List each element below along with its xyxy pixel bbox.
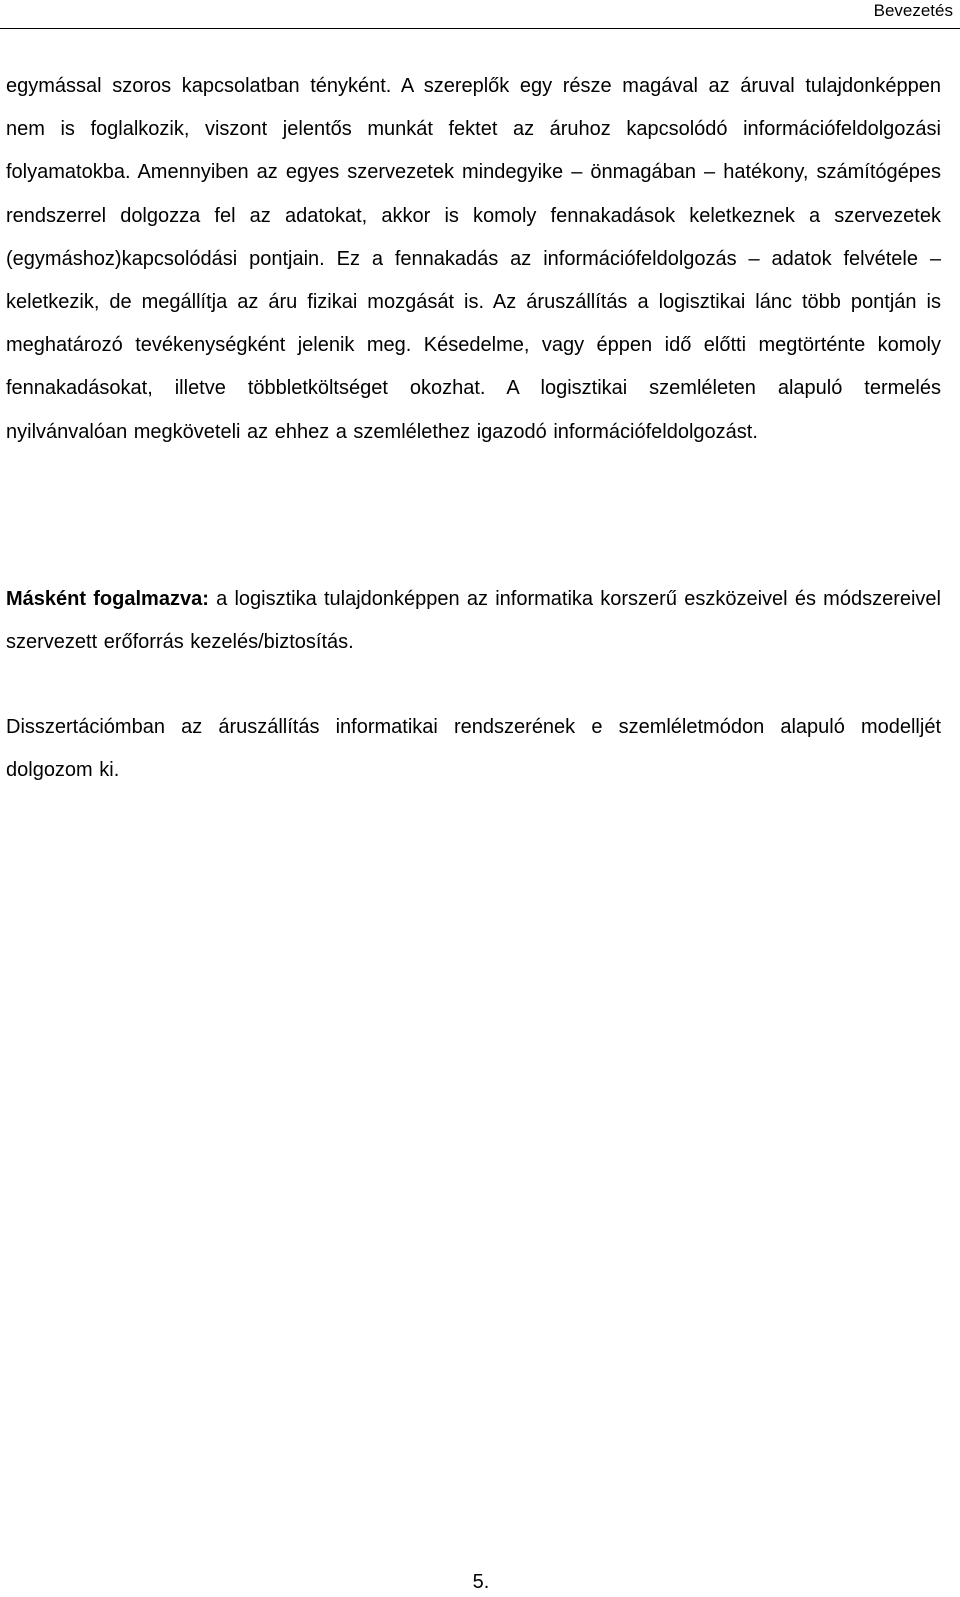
emphasis-lead: Másként fogalmazva: [6, 588, 209, 610]
body-paragraph-3: Disszertációmban az áruszállítás informatikai rendszerének e szemléletmódon alapuló modelljét dolgozom ki. [6, 716, 941, 782]
body-paragraph-2 [6, 578, 941, 664]
paragraph-2-text: a logisztika tulajdonképpen az informatika korszerű eszközeivel és módszereivel szervezett erőforrás kezelés/biztosítás. [6, 588, 942, 654]
body-paragraph-1: egymással szoros kapcsolatban tényként. A szereplők egy része magával az áruval tulajdonképpen nem is foglalkozik, viszont jelentős munkát fektet az áruhoz kapcsolódó információfeldolgozási folyamatokba. Amennyiben az egyes szervezetek mindegyike – önmagában – hatékony, számítógépes rendszerrel dolgozza fel az adatokat, akkor is komoly fennakadások keletkeznek a szervezetek (egymáshoz)kapcsolódási pontjain. Ez a fennakadás az információfeldolgozás – adatok felvétele – keletkezik, de megállítja az áru fizikai mozgását is. Az áruszállítás a logisztikai lánc több pontján is meghatározó tevékenységként jelenik meg. Késedelme, vagy éppen idő előtti megtörténte komoly fennakadásokat, illetve többletköltséget okozhat. A logisztikai szemléleten alapuló termelés nyilvánvalóan megköveteli az ehhez a szemlélethez igazodó információfeldolgozást. [6, 75, 941, 443]
section-title: Bevezetés [873, 1, 953, 20]
page-footer [0, 1570, 960, 1594]
page-number: 5. [472, 1571, 490, 1593]
running-header [0, 0, 960, 29]
